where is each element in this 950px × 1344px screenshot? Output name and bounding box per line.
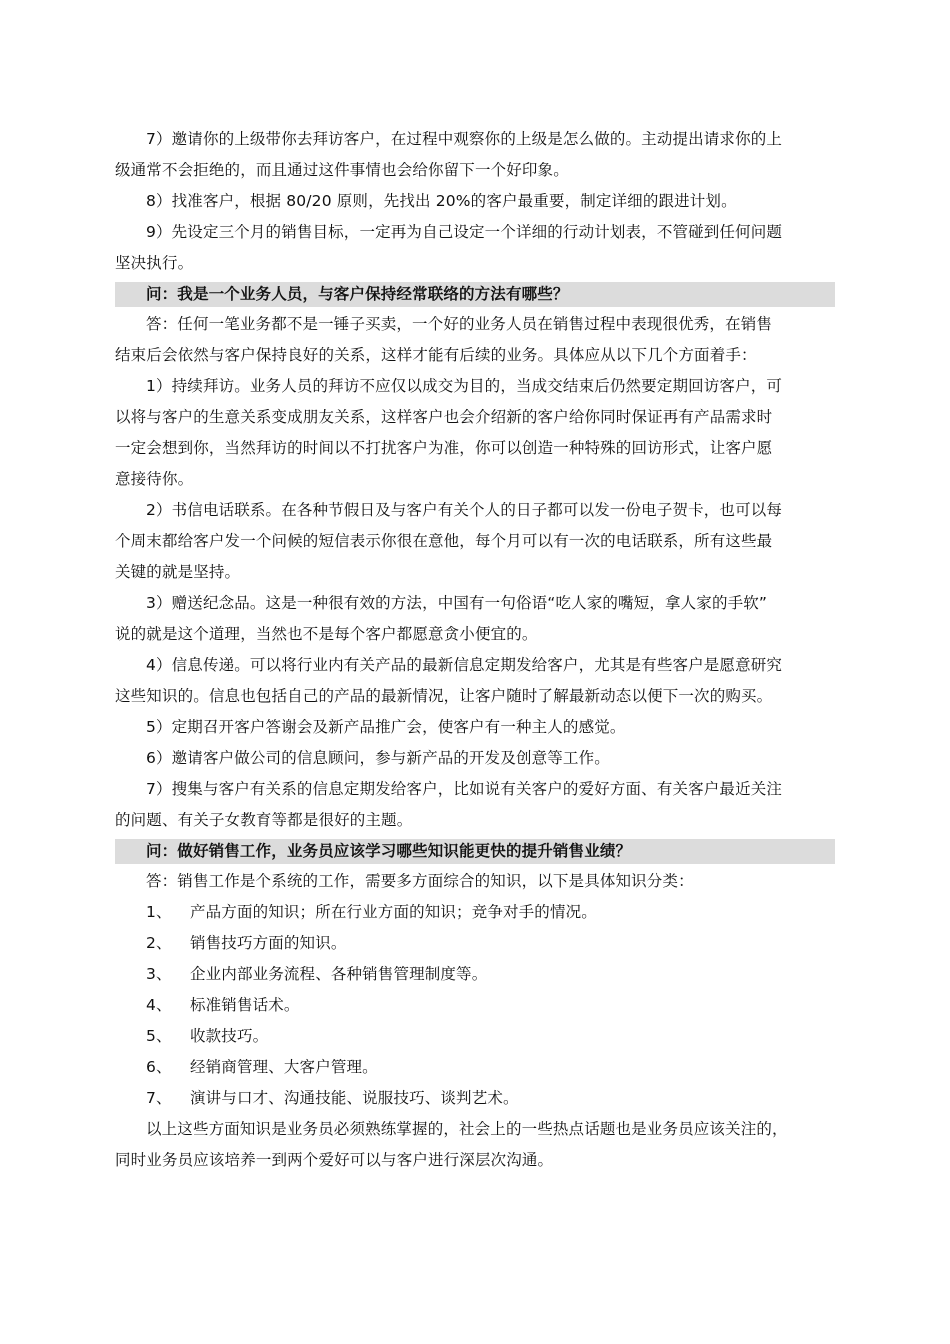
knowledge-item xyxy=(115,959,835,990)
knowledge-item xyxy=(115,990,835,1021)
answer-point-3: 3）赠送纪念品。这是一种很有效的方法，中国有一句俗语“吃人家的嘴短，拿人家的手软” 说的就是这个道理，当然也不是每个客户都愿意贪小便宜的。 xyxy=(115,594,768,643)
paragraph-tip-8: 8）找准客户，根据 80/20 原则，先找出 20%的客户最重要，制定详细的跟进计划。 xyxy=(146,192,737,210)
answer-point-1: 1）持续拜访。业务人员的拜访不应仅以成交为目的，当成交结束后仍然要定期回访客户，可 以将与客户的生意关系变成朋友关系，这样客户也会介绍新的客户给你同时保证再有产品需求时 一定会想到你，当然拜访的时间以不打扰客户为准，你可以创造一种特殊的回访形式，让客户愿 意接待你。 xyxy=(115,377,783,488)
paragraph-tip-7: 7）邀请你的上级带你去拜访客户，在过程中观察你的上级是怎么做的。主动提出请求你的上 级通常不会拒绝的，而且通过这件事情也会给你留下一个好印象。 xyxy=(115,130,783,179)
answer-intro-1: 答：任何一笔业务都不是一锤子买卖，一个好的业务人员在销售过程中表现很优秀，在销售 结束后会依然与客户保持良好的关系，这样才能有后续的业务。具体应从以下几个方面着手： xyxy=(115,315,773,364)
item-text: 产品方面的知识；所在行业方面的知识；竞争对手的情况。 xyxy=(190,903,597,921)
item-number: 3、 xyxy=(146,965,172,983)
paragraph-tip-9: 9）先设定三个月的销售目标，一定再为自己设定一个详细的行动计划表，不管碰到任何问题 坚决执行。 xyxy=(115,223,783,272)
question-heading-2: 问：做好销售工作，业务员应该学习哪些知识能更快的提升销售业绩？ xyxy=(115,839,835,864)
item-text: 企业内部业务流程、各种销售管理制度等。 xyxy=(190,965,488,983)
item-number: 5、 xyxy=(146,1027,172,1045)
knowledge-item xyxy=(115,1052,835,1083)
answer-point-5: 5）定期召开客户答谢会及新产品推广会，使客户有一种主人的感觉。 xyxy=(146,718,626,736)
item-text: 销售技巧方面的知识。 xyxy=(190,934,347,952)
question-heading-1: 问：我是一个业务人员，与客户保持经常联络的方法有哪些？ xyxy=(115,282,835,307)
item-text: 收款技巧。 xyxy=(190,1027,269,1045)
item-number: 1、 xyxy=(146,903,172,921)
answer-intro-2: 答：销售工作是个系统的工作，需要多方面综合的知识，以下是具体知识分类： xyxy=(146,872,694,890)
item-text: 标准销售话术。 xyxy=(190,996,300,1014)
knowledge-item xyxy=(115,897,835,928)
item-text: 演讲与口才、沟通技能、说服技巧、谈判艺术。 xyxy=(190,1089,519,1107)
conclusion-paragraph: 以上这些方面知识是业务员必须熟练掌握的，社会上的一些热点话题也是业务员应该关注的， 同时业务员应该培养一到两个爱好可以与客户进行深层次沟通。 xyxy=(115,1120,788,1169)
item-number: 7、 xyxy=(146,1089,172,1107)
item-number: 4、 xyxy=(146,996,172,1014)
item-number: 6、 xyxy=(146,1058,172,1076)
knowledge-item xyxy=(115,1083,835,1114)
knowledge-item xyxy=(115,1021,835,1052)
answer-point-2: 2）书信电话联系。在各种节假日及与客户有关个人的日子都可以发一份电子贺卡，也可以每 个周末都给客户发一个问候的短信表示你很在意他，每个月可以有一次的电话联系，所有这些最 关键的就是坚持。 xyxy=(115,501,783,581)
knowledge-item xyxy=(115,928,835,959)
answer-point-7: 7）搜集与客户有关系的信息定期发给客户，比如说有关客户的爱好方面、有关客户最近关注 的问题、有关子女教育等都是很好的主题。 xyxy=(115,780,783,829)
item-number: 2、 xyxy=(146,934,172,952)
document-page xyxy=(115,124,835,1176)
item-text: 经销商管理、大客户管理。 xyxy=(190,1058,378,1076)
answer-point-6: 6）邀请客户做公司的信息顾问，参与新产品的开发及创意等工作。 xyxy=(146,749,610,767)
answer-point-4: 4）信息传递。可以将行业内有关产品的最新信息定期发给客户，尤其是有些客户是愿意研究 这些知识的。信息也包括自己的产品的最新情况，让客户随时了解最新动态以便下一次的购买。 xyxy=(115,656,783,705)
